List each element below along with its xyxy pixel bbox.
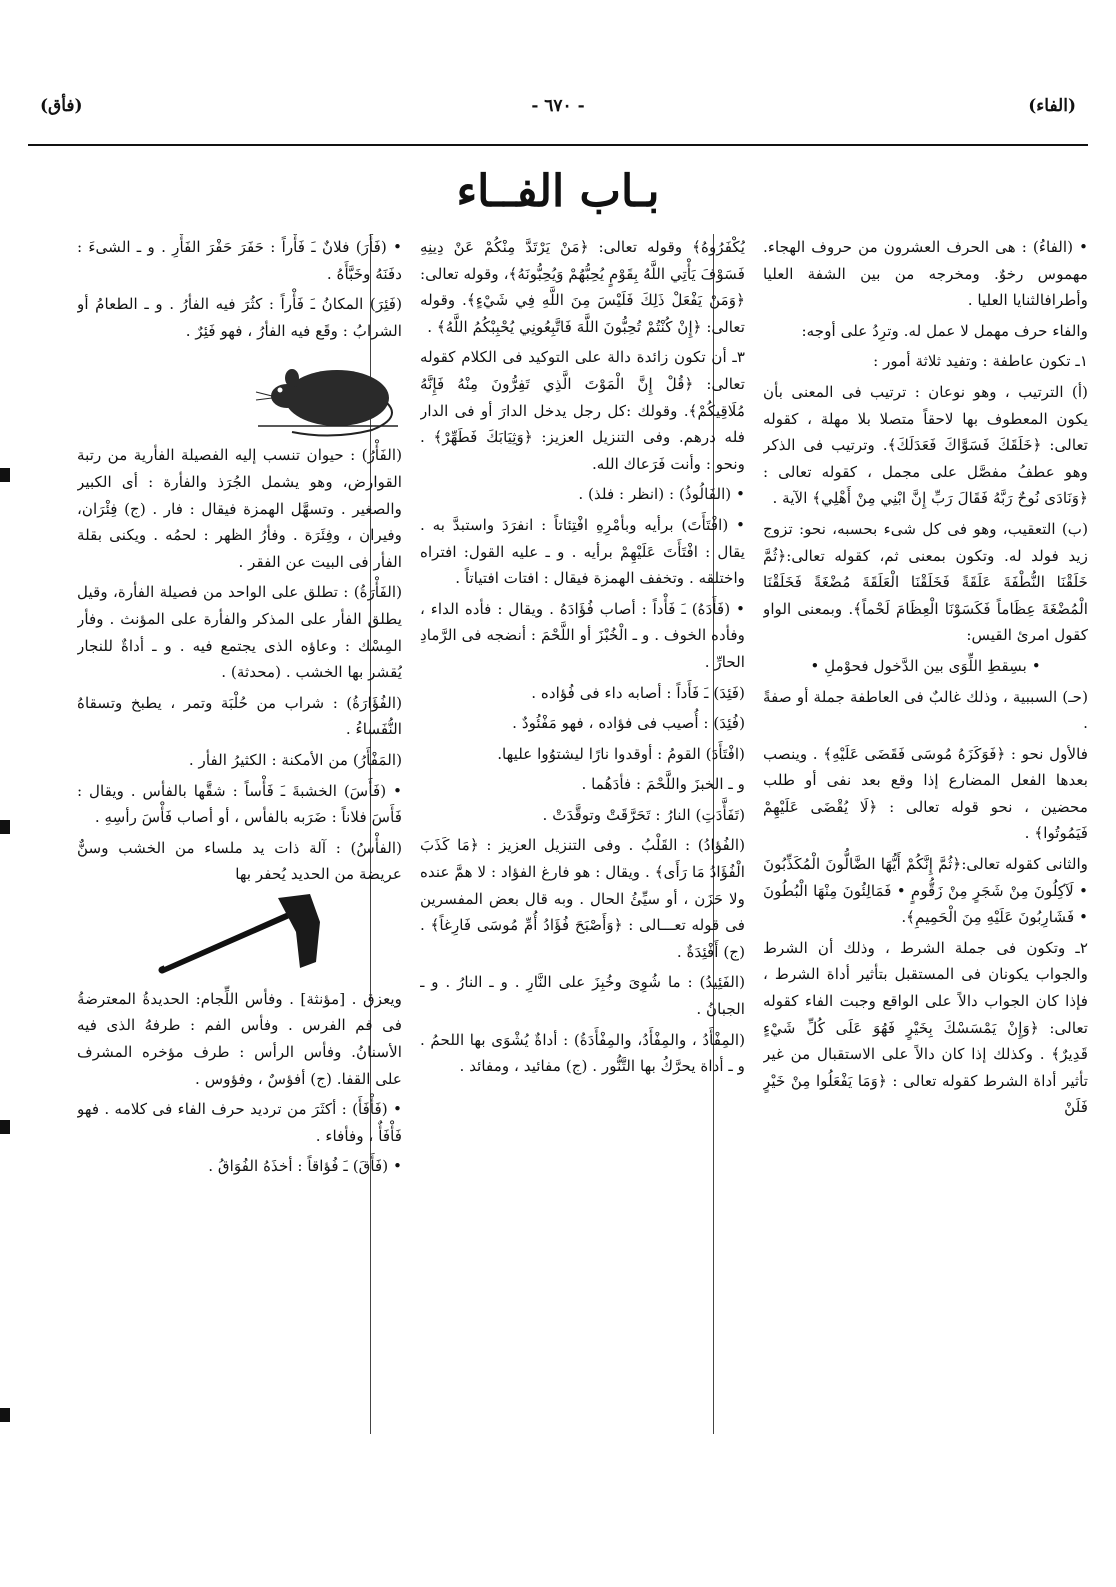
entry-paragraph: (فُئِدَ) : أُصيب فى فؤاده ، فهو مَفْئُودٌ . [512, 714, 745, 733]
axe-icon [150, 892, 330, 982]
page-number: - ٦٧٠ - [531, 96, 585, 116]
entry-paragraph: ويعزق . [مؤنثة] . وفأس اللِّجام: الحديدةُ المعترضةُ فى فم الفرس . وفأس الفم : طرفهُ الذى فيه الأسنانُ. وفأس الرأس : طرف مؤخره المشرف على القفا. (ج) أفؤسٌ ، وفؤوس . [77, 989, 402, 1088]
entry-paragraph: (أ) الترتيب ، وهو نوعان : ترتيب فى المعنى بأن يكون المعطوف بها لاحقاً متصلا بلا مهلة ، كقوله تعالى: ﴿خَلَقَكَ فَسَوَّاكَ فَعَدَلَكَ﴾. وترتيب فى الذكر وهو عطفُ مفصَّل على مجمل ، كقوله تعالى : ﴿وَنَادَى نُوحٌ رَبَّهُ فَقَالَ رَبِّ إِنَّ ابْنِي مِنْ أَهْلِي﴾ الآية . [763, 382, 1088, 508]
mouse-illustration [77, 348, 402, 438]
entry-paragraph: • (الفاءُ) : هى الحرف العشرون من حروف الهجاء. مهموس رخوٌ. ومخرجه من بين الشفة العليا وأطرافالثنايا العليا . [763, 238, 1088, 310]
column-right [763, 234, 1088, 1434]
entry-paragraph: (ب) التعقيب، وهو فى كل شىء بحسبه، نحو: تزوج زيد فولد له. وتكون بمعنى ثم، كقوله تعالى:﴿ثُمَّ خَلَقْنَا النُّطْفَةَ عَلَقَةً فَخَلَقْنَا الْعَلَقَةَ مُضْغَةً فَخَلَقْنَا الْمُضْغَةَ عِظَاماً فَكَسَوْنَا الْعِظَامَ لَحْماً﴾. وبمعنى الواو كقول امرئ القيس: [763, 519, 1088, 645]
entry-paragraph: و ـ الخبزَ واللَّحْمَ : فأدَهُما . [581, 775, 745, 794]
header-entry-label: (فأق) [40, 96, 83, 116]
entry-paragraph: (الفَأْرَةُ) : تطلق على الواحد من فصيلة الفأرة، وقيل يطلق الفأر على المذكر والفأرة على المؤنث . وفأر المِسْك : وعاؤه الذى يجتمع فيه . و ـ أداةٌ للنجار يُقشر بها الخشب . (محدثة) . [77, 583, 402, 682]
header-section-label: (الفاء) [1028, 96, 1076, 116]
entry-paragraph: • (فَأْفَأَ) : أكثَرَ من ترديد حرف الفاء فى كلامه . فهو فَأْفَأٌ ، وفأفاء . [77, 1100, 402, 1145]
mouse-icon [252, 348, 402, 438]
header-rule [28, 144, 1088, 146]
entry-paragraph: (الفَأْرُ) : حيوان تنسب إليه الفصيلة الفأرية من رتبة القوارض، وهو يشمل الجُرَذ والفأرة : أى الكبير والصغير . وتسهَّل الهمزة فيقال : فار . (ج) فِئْرَان، وفيران ، وفِئَرَة . وفأرُ الظهر : لحمُه . ويكنى بقلة الفأر فى البيت عن الفقر . [77, 446, 402, 571]
entry-paragraph: (فَئِدَ) ـَ فَأَداً : أصابه داء فى فُؤاده . [531, 683, 745, 702]
page-header [30, 96, 1086, 132]
entry-paragraph: • (افْتَأَتَ) برأيه وبأمْرِهِ افْتِئاتاً : انفرَدَ واستبدَّ به . يقال : افْتَأَتَ عَلَيْهِمْ برأيه . و ـ عليه القول: افتراه واختلقه . وتخفف الهمزة فيقال : افتات افتياتاً . [420, 515, 745, 588]
entry-paragraph: (الفَئِيدُ) : ما شُوِىَ وخُبِزَ على النَّارِ . و ـ النارُ . و ـ الجبانُ . [420, 973, 745, 1019]
scan-edge-mark [0, 820, 10, 834]
entry-paragraph: (الفُؤَارَةُ) : شراب من حُلْبَة وتمر ، يطبخ وتسقاهُ النُّفَساءُ . [77, 693, 402, 739]
entry-paragraph: ٢ـ وتكون فى جملة الشرط ، وذلك أن الشرط والجواب يكونان فى المستقبل بتأثير أداة الشرط ، فإذا كان الجواب دالاً على الواقع وجبت الفاء كقوله تعالى: ﴿وَإِنْ يَمْسَسْكَ بِخَيْرٍ فَهُوَ عَلَى كُلِّ شَيْءٍ قَدِيرٌ﴾ . وكذلك إذا كان دالاً على الاستقبال من غير تأثير أداة الشرط كقوله تعالى : ﴿وَمَا يَفْعَلُوا مِنْ خَيْرٍ فَلَنْ [763, 938, 1088, 1117]
entry-paragraph: • (فَأَرَ) فلانٌ ـَ فَأْراً : حَفَرَ حَفْرَ الفَأْرِ . و ـ الشىءَ : دفَنَهُ وخَبَّأَهُ . [77, 238, 402, 283]
scan-edge-mark [0, 1120, 10, 1134]
chapter-title: بـاب الفــاء [456, 166, 660, 217]
axe-illustration [77, 892, 402, 982]
entry-paragraph: • (فَأَقَ) ـَ فُؤاقاً : أخذَهُ الفُوَاقُ . [208, 1157, 402, 1176]
entry-paragraph: والفاء حرف مهمل لا عمل له. وترِدُ على أوجه: [801, 321, 1088, 340]
entry-paragraph: (افْتَأَدَ) القومُ : أوقدوا نارًا ليشتوُوا عليها. [497, 744, 745, 763]
column-middle [420, 234, 745, 1434]
entry-paragraph: ٣ـ أن تكون زائدة دالة على التوكيد فى الكلام كقوله تعالى: ﴿قُلْ إِنَّ الْمَوْتَ الَّذِي تَفِرُّونَ مِنْهُ فَإِنَّهُ مُلَاقِيكُمْ﴾. وقولك :كل رجل يدخل الدارَ أو فى الدار فله درهم. وفى التنزيل العزيز: ﴿وَثِيَابَكَ فَطَهِّرْ﴾ . ونحو : وأنت فَرَعاك الله. [420, 348, 745, 473]
entry-paragraph: يُكْفَرُوهُ﴾ وقوله تعالى: ﴿مَنْ يَرْتَدَّ مِنْكُمْ عَنْ دِينِهِ فَسَوْفَ يَأْتِي اللَّهُ بِقَوْمٍ يُحِبُّهُمْ وَيُحِبُّونَهُ﴾، وقوله تعالى: ﴿وَمَنْ يَفْعَلْ ذَلِكَ فَلَيْسَ مِنَ اللَّهِ فِي شَيْءٍ﴾. وقوله تعالى: ﴿إِنْ كُنْتُمْ تُحِبُّونَ اللَّهَ فَاتَّبِعُونِي يُحْبِبْكُمُ اللَّهُ﴾ . [420, 238, 745, 336]
dictionary-columns [28, 234, 1088, 1434]
entry-paragraph: (تَفَأَّدَتِ) النارُ : تَحَرَّقَتْ وتوقَّدَتْ . [542, 805, 745, 824]
entry-paragraph: (حـ) السببية ، وذلك غالبٌ فى العاطفة جملة أو صفةً . [763, 687, 1088, 733]
entry-paragraph: (المَفْأَرُ) من الأمكنة : الكثيرُ الفأر . [188, 750, 402, 769]
entry-paragraph: فالأول نحو : ﴿فَوَكَزَهُ مُوسَى فَقَضَى عَلَيْهِ﴾ . وينصب بعدها الفعل المضارع إذا وقع بعد نفى أو طلب محضين ، نحو قوله تعالى : ﴿لَا يُقْضَى عَلَيْهِمْ فَيَمُوتُوا﴾ . [763, 744, 1088, 843]
entry-paragraph: (المِفْأَدُ ، والمِفْأَدُ، والمِفْأَدَةُ) : أداةٌ يُشْوَى بها اللحمُ . و ـ أداة يحرَّكُ بها التَّنُّور . (ج) مفائيد ، ومفائد . [420, 1030, 745, 1076]
entry-paragraph: والثانى كقوله تعالى:﴿ثُمَّ إِنَّكُمْ أَيُّهَا الضَّالُّونَ الْمُكَذِّبُونَ • لَآكِلُونَ مِنْ شَجَرٍ مِنْ زَقُّومٍ • فَمَالِئُونَ مِنْهَا الْبُطُونَ • فَشَارِبُونَ عَلَيْهِ مِنَ الْحَمِيمِ﴾. [763, 855, 1088, 927]
entry-paragraph: (فَئِرَ) المكانُ ـَ فَأْراً : كثُرَ فيه الفأرُ . و ـ الطعامُ أو الشرابُ : وقَع فيه الفأرُ ، فهو فَئِرٌ . [77, 295, 402, 340]
entry-paragraph: (الفُؤادُ) : القَلْبُ . وفى التنزيل العزيز : ﴿مَا كَذَبَ الْفُؤَادُ مَا رَأَى﴾ . ويقال : هو فارغ الفؤاد : لا همَّ عنده ولا حَزَن ، أو سيِّئُ الحال . وبه قال بعض المفسرين فى قوله تعـــالى : ﴿وَأَصْبَحَ فُؤَادُ أُمِّ مُوسَى فَارِغاً﴾ . (ج) أَفْئِدَةٌ . [420, 836, 745, 961]
scan-edge-mark [0, 1408, 10, 1422]
entry-paragraph: • (الفَالُوذُ) : (انظر : فلذ) . [578, 485, 745, 504]
entry-paragraph: • (فَأَسَ) الخشبةَ ـَ فَأْساً : شقَّها بالفأس . ويقال : فَأَسَ فلاناً : ضَرَبه بالفأس ، أو أصاب فَأْسَ رأسِهِ . [77, 781, 402, 827]
scan-edge-mark [0, 468, 10, 482]
entry-paragraph: (الفأْسُ) : آلة ذات يد ملساء من الخشب وسنٌّ عريضة من الحديد يُحفر بها [77, 838, 402, 884]
verse-line: • بسِقطِ اللِّوَى بين الدَّخول فحوْملِ • [810, 656, 1041, 675]
entry-paragraph: • (فَأَدَهُ) ـَ فَأْداً : أصاب فُؤَادَهُ . ويقال : فأده الداء ، وفأده الخوف . و ـ الْخُبْزَ أو اللَّحْمَ : أنضجه فى الرَّمادِ الحارِّ . [420, 599, 745, 671]
column-left [77, 234, 402, 1434]
entry-paragraph: ١ـ تكون عاطفة : وتفيد ثلاثة أمور : [873, 352, 1088, 371]
